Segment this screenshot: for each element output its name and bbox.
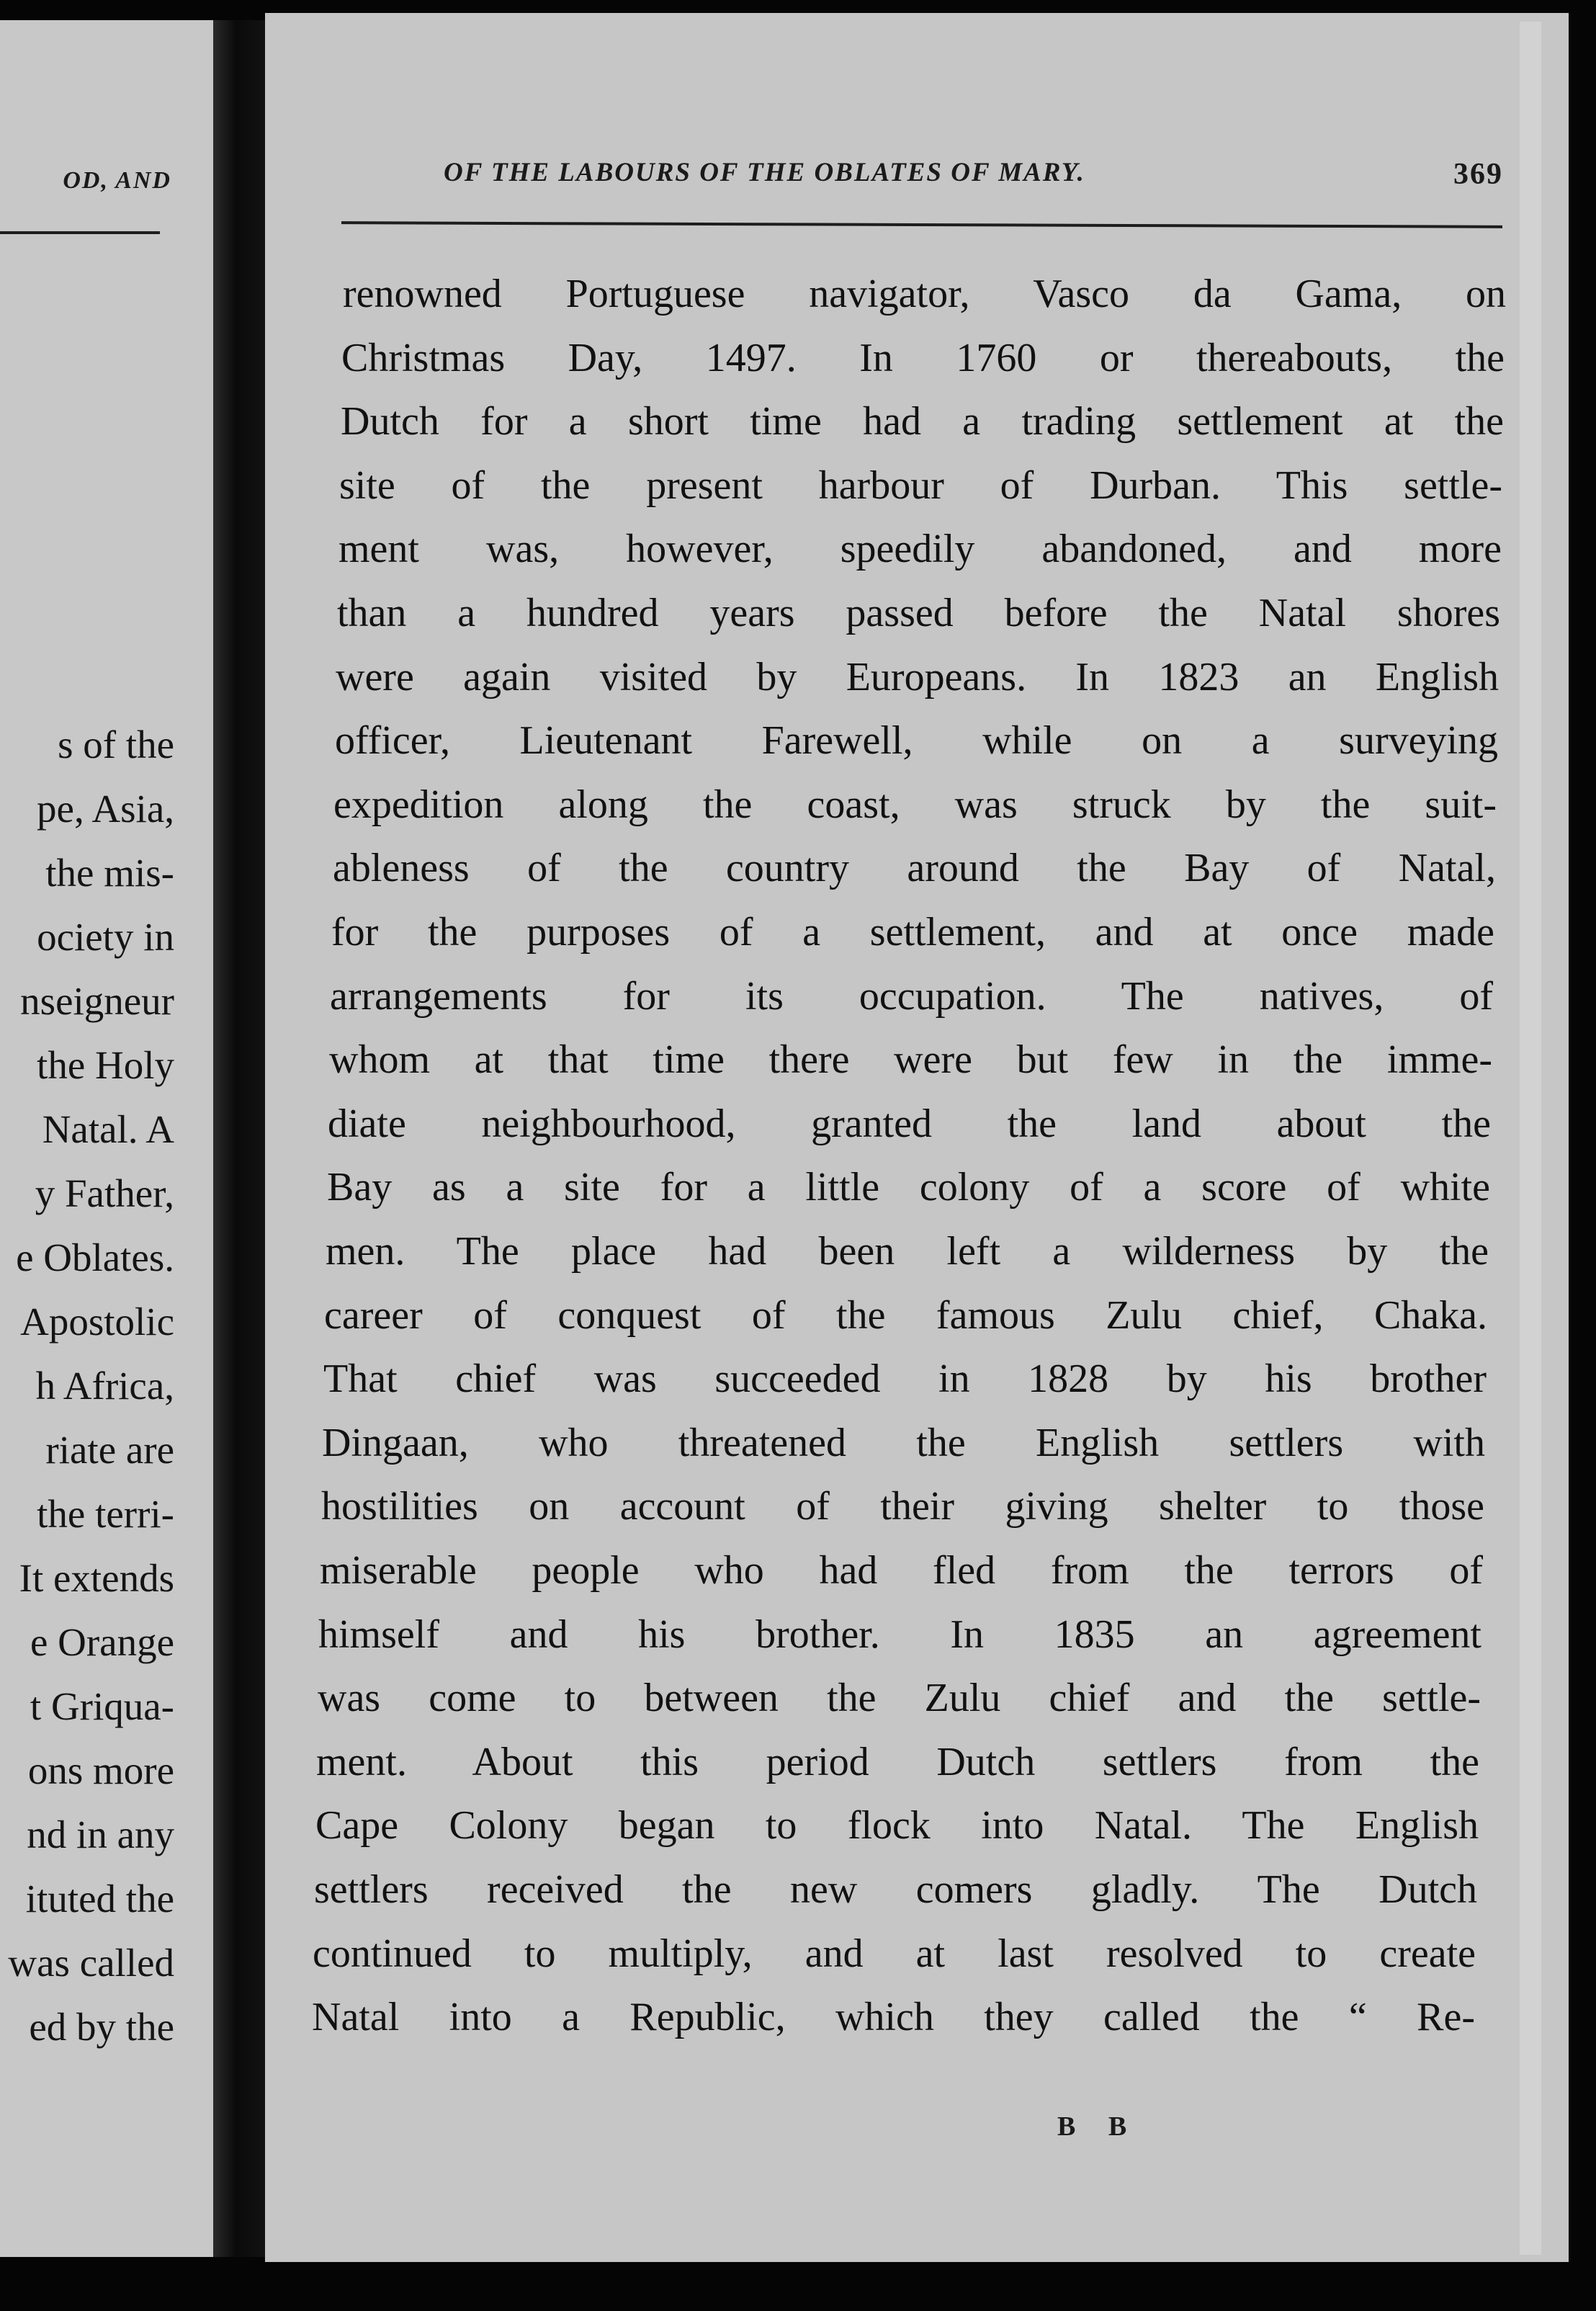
body-line: officer, Lieutenant Farewell, while on a surveying <box>335 718 1498 763</box>
body-line: for the purposes of a settlement, and at once made <box>331 910 1494 955</box>
left-page-line: riate are <box>45 1428 174 1472</box>
left-page-line: e Oblates. <box>16 1235 174 1279</box>
left-page-line: was called <box>8 1941 174 1985</box>
page-number: 369 <box>1453 158 1503 191</box>
left-page-line: ed by the <box>29 2005 174 2049</box>
left-page-line: nseigneur <box>20 979 174 1023</box>
body-line: than a hundred years passed before the Natal shores <box>337 591 1500 635</box>
body-line: diate neighbourhood, granted the land about the <box>328 1101 1491 1146</box>
left-page-line: the terri- <box>37 1492 174 1536</box>
left-page-line: the mis- <box>45 851 174 895</box>
left-header-rule <box>0 231 160 234</box>
left-page-line: h Africa, <box>35 1364 174 1408</box>
body-line: ableness of the country around the Bay of Natal, <box>333 846 1496 890</box>
body-line: Cape Colony began to flock into Natal. The English <box>315 1803 1479 1848</box>
left-page-line: It extends <box>19 1556 174 1600</box>
body-line: whom at that time there were but few in the imme- <box>329 1037 1492 1082</box>
body-line: That chief was succeeded in 1828 by his brother <box>323 1356 1487 1401</box>
body-line: settlers received the new comers gladly. The Dutch <box>314 1867 1477 1912</box>
body-line: ment. About this period Dutch settlers from the <box>316 1740 1479 1784</box>
left-page-line: ituted the <box>25 1877 174 1921</box>
left-page-line: e Orange <box>30 1620 174 1664</box>
body-line: Dutch for a short time had a trading settlement at the <box>341 399 1504 444</box>
left-page-line: y Father, <box>35 1171 174 1215</box>
body-line: ment was, however, speedily abandoned, and more <box>339 527 1502 571</box>
body-line: renowned Portuguese navigator, Vasco da Gama, on <box>343 272 1506 316</box>
left-page <box>0 20 236 2257</box>
left-page-line: Natal. A <box>42 1107 174 1151</box>
left-page-line: Apostolic <box>20 1300 174 1344</box>
body-line: career of conquest of the famous Zulu chief, Chaka. <box>324 1293 1487 1338</box>
left-page-line: the Holy <box>37 1043 174 1087</box>
running-head-title: OF THE LABOURS OF THE OBLATES OF MARY. <box>444 158 1085 187</box>
body-line: himself and his brother. In 1835 an agreement <box>318 1612 1481 1657</box>
body-line: expedition along the coast, was struck by the suit- <box>333 782 1497 827</box>
body-line: hostilities on account of their giving shelter to those <box>321 1484 1484 1529</box>
body-line: Bay as a site for a little colony of a score of white <box>327 1165 1490 1210</box>
body-line: Dingaan, who threatened the English settlers with <box>322 1421 1485 1465</box>
left-page-line: ociety in <box>37 915 174 959</box>
left-page-line: pe, Asia, <box>37 787 174 831</box>
left-page-line: ons more <box>27 1748 174 1792</box>
left-page-line: nd in any <box>27 1812 174 1856</box>
left-page-line: t Griqua- <box>30 1684 174 1728</box>
right-page <box>265 13 1569 2262</box>
body-line: continued to multiply, and at last resolved to create <box>313 1931 1476 1976</box>
running-head-rule <box>341 221 1502 228</box>
signature-mark: B B <box>1057 2111 1140 2142</box>
left-page-header: OD, AND <box>63 167 171 194</box>
body-line: miserable people who had fled from the terrors of <box>320 1548 1483 1593</box>
body-line: site of the present harbour of Durban. This settle- <box>339 463 1502 508</box>
body-line: Christmas Day, 1497. In 1760 or thereabouts, the <box>341 336 1505 380</box>
body-line: men. The place had been left a wilderness by the <box>326 1229 1489 1274</box>
body-line: were again visited by Europeans. In 1823 an English <box>336 655 1499 699</box>
left-page-line: s of the <box>58 723 174 766</box>
book-gutter <box>213 20 271 2257</box>
body-line: Natal into a Republic, which they called the “ Re- <box>312 1995 1475 2039</box>
page-edge <box>1520 22 1541 2255</box>
body-line: was come to between the Zulu chief and the settle- <box>318 1676 1481 1720</box>
body-line: arrangements for its occupation. The natives, of <box>330 974 1493 1019</box>
